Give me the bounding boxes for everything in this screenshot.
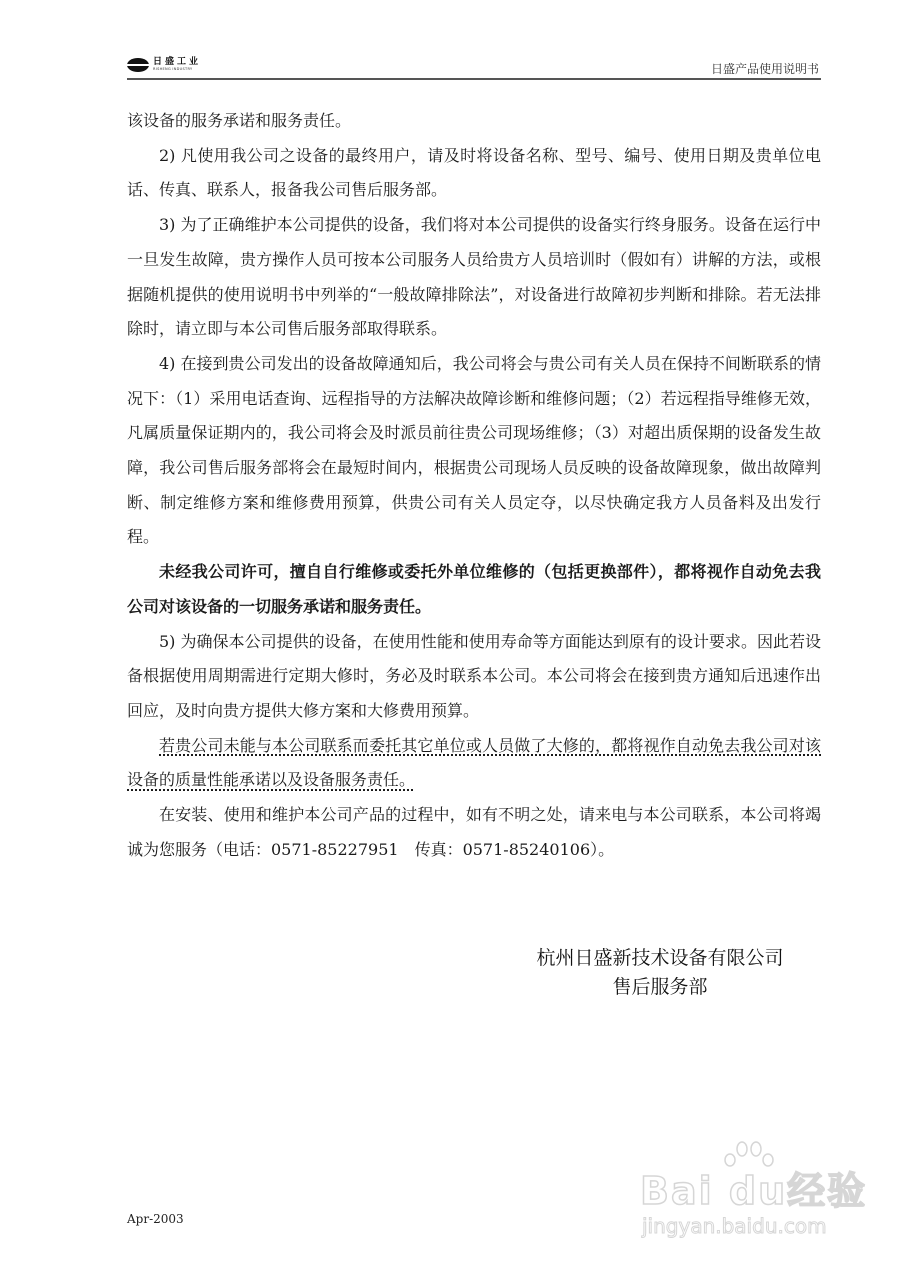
paragraph-warning-repair: 未经我公司许可，擅自自行维修或委托外单位维修的（包括更换部件），都将视作自动免去我公司对该设备的一切服务承诺和服务责任。 <box>127 562 821 616</box>
paragraph-continuation: 该设备的服务承诺和服务责任。 <box>127 111 352 130</box>
paragraph-contact: 在安装、使用和维护本公司产品的过程中，如有不明之处，请来电与本公司联系，本公司将竭诚为您服务（电话：0571-85227951 传真：0571-85240106）。 <box>127 805 821 859</box>
document-body <box>127 104 821 867</box>
company-logo-icon <box>127 58 149 72</box>
header-divider <box>127 78 821 80</box>
watermark-url: jingyan.baidu.com <box>642 1214 827 1238</box>
signature-department: 售后服务部 <box>612 976 708 998</box>
watermark-brand: Bai du经验 <box>640 1169 868 1213</box>
paragraph-warning-overhaul: 若贵公司未能与本公司联系而委托其它单位或人员做了大修的，都将视作自动免去我公司对该设备的质量性能承诺以及设备服务责任。 <box>127 735 821 790</box>
page-header <box>127 50 821 80</box>
paragraph-item-2: 2) 凡使用我公司之设备的最终用户，请及时将设备名称、型号、编号、使用日期及贵单位电话、传真、联系人，报备我公司售后服务部。 <box>127 145 821 200</box>
document-title: 日盛产品使用说明书 <box>710 62 819 76</box>
logo-english-name: RISHENG INDUSTRY <box>153 67 193 72</box>
paragraph-item-4: 4) 在接到贵公司发出的设备故障通知后，我公司将会与贵公司有关人员在保持不间断联系的情况下：（1）采用电话查询、远程指导的方法解决故障诊断和维修问题；（2）若远程指导维修无效，凡属质量保证期内的，我公司将会及时派员前往贵公司现场维修；（3）对超出质保期的设备发生故障，我公司售后服务部将会在最短时间内，根据贵公司现场人员反映的设备故障现象，做出故障判断、制定维修方案和维修费用预算，供贵公司有关人员定夺，以尽快确定我方人员备料及出发行程。 <box>127 353 821 547</box>
baidu-jingyan-watermark <box>640 1140 880 1250</box>
footer-date: Apr-2003 <box>127 1212 184 1226</box>
company-logo <box>127 56 201 74</box>
logo-chinese-name: 日盛工业 <box>153 57 202 68</box>
signature-company: 杭州日盛新技术设备有限公司 <box>536 947 784 969</box>
signature-block <box>500 944 820 1002</box>
paragraph-item-5: 5) 为确保本公司提供的设备，在使用性能和使用寿命等方面能达到原有的设计要求。因此若设备根据使用周期需进行定期大修时，务必及时联系本公司。本公司将会在接到贵方通知后迅速作出回应，及时向贵方提供大修方案和大修费用预算。 <box>127 631 821 720</box>
paragraph-item-3: 3) 为了正确维护本公司提供的设备，我们将对本公司提供的设备实行终身服务。设备在运行中一旦发生故障，贵方操作人员可按本公司服务人员给贵方人员培训时（假如有）讲解的方法，或根据随机提供的使用说明书中列举的“一般故障排除法”，对设备进行故障初步判断和排除。若无法排除时，请立即与本公司售后服务部取得联系。 <box>127 215 821 339</box>
